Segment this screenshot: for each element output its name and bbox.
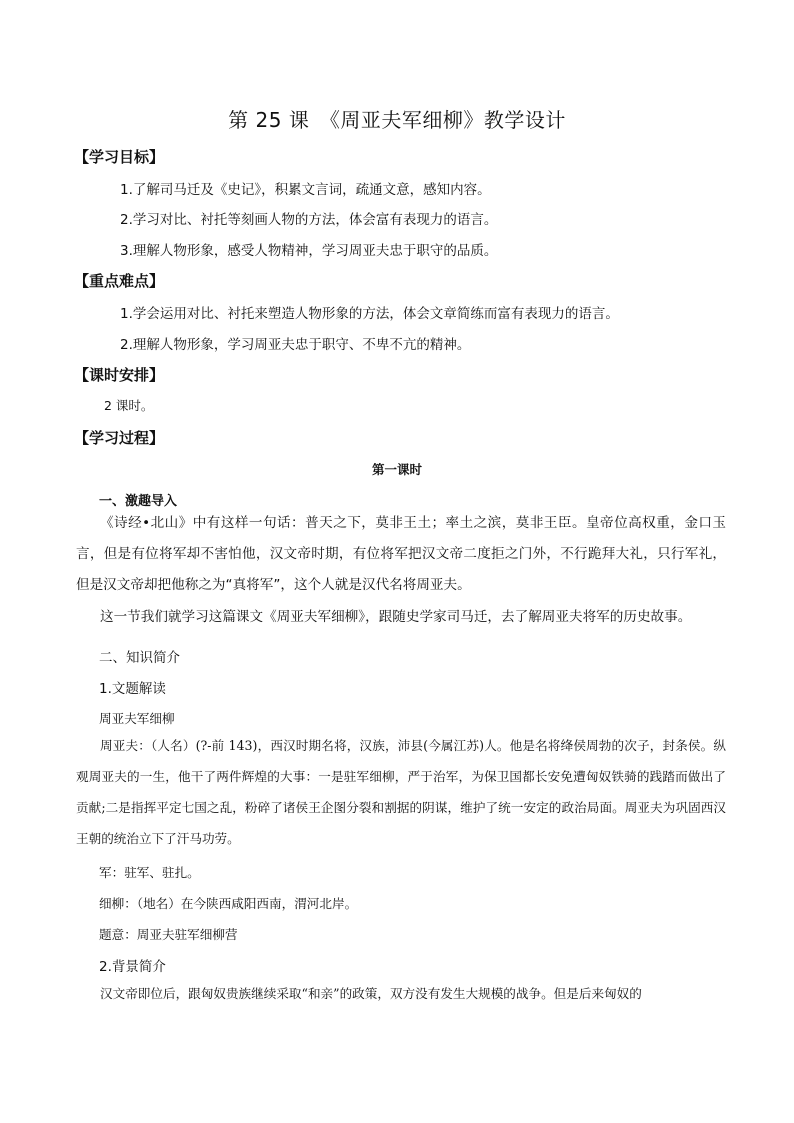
key-point-item-2: 2.理解人物形象，学习周亚夫忠于职守、不卑不亢的精神。	[120, 337, 471, 353]
section-heading-objectives: 【学习目标】	[74, 148, 165, 166]
section-heading-schedule: 【课时安排】	[74, 366, 165, 384]
schedule-text: 2 课时。	[104, 398, 154, 413]
key-point-item-1: 1.学会运用对比、衬托来塑造人物形象的方法，体会文章简练而富有表现力的语言。	[120, 306, 619, 322]
section-heading-process: 【学习过程】	[74, 429, 165, 447]
sub1-line-title: 周亚夫军细柳	[99, 711, 175, 726]
part1-paragraph-1-text: 《诗经•北山》中有这样一句话：普天之下，莫非王土；率土之滨，莫非王臣。皇帝位高权重，金口玉言，但是有位将军却不害怕他，汉文帝时期，有位将军把汉文帝二度拒之门外，不行跪拜大礼，只行军礼，但是汉文帝却把他称之为“真将军”，这个人就是汉代名将周亚夫。	[76, 515, 726, 593]
part1-paragraph-1	[76, 508, 726, 601]
part1-title: 一、激趣导入	[99, 494, 178, 509]
sub1-tiyi: 题意：周亚夫驻军细柳营	[99, 927, 238, 942]
page-title: 第 25 课 《周亚夫军细柳》教学设计	[228, 108, 566, 132]
part1-paragraph-2	[76, 602, 726, 633]
part1-paragraph-2-text: 这一节我们就学习这篇课文《周亚夫军细柳》，跟随史学家司马迁，去了解周亚夫将军的历史故事。	[100, 609, 692, 625]
objective-item-2: 2.学习对比、衬托等刻画人物的方法，体会富有表现力的语言。	[120, 212, 498, 228]
part2-title: 二、知识简介	[99, 650, 180, 666]
sub2-paragraph: 汉文帝即位后，跟匈奴贵族继续采取“和亲”的政策，双方没有发生大规模的战争。但是后来匈奴的	[100, 986, 642, 1001]
section-heading-key-points: 【重点难点】	[74, 272, 165, 290]
sub1-paragraph: 周亚夫：（人名）(?-前 143)，西汉时期名将，汉族，沛县(今属江苏)人。他是名将绛侯周勃的次子，封条侯。纵观周亚夫的一生，他干了两件辉煌的大事：一是驻军细柳，严于治军，为保卫国都长安免遭匈奴铁骑的践踏而做出了贡献;二是指挥平定七国之乱，粉碎了诸侯王企图分裂和割据的阴谋，维护了统一安定的政治局面。周亚夫为巩固西汉王朝的统治立下了汗马功劳。	[76, 738, 726, 846]
objective-item-3: 3.理解人物形象，感受人物精神，学习周亚夫忠于职守的品质。	[120, 243, 498, 259]
objective-item-1: 1.了解司马迁及《史记》，积累文言词，疏通文意，感知内容。	[120, 182, 491, 198]
lesson-title: 第一课时	[371, 462, 422, 477]
sub1-xiliu: 细柳：（地名）在今陕西咸阳西南，渭河北岸。	[99, 896, 358, 911]
sub2-title: 2.背景简介	[99, 959, 166, 975]
sub1-title: 1.文题解读	[99, 681, 166, 697]
sub1-jun: 军：驻军、驻扎。	[99, 865, 200, 880]
